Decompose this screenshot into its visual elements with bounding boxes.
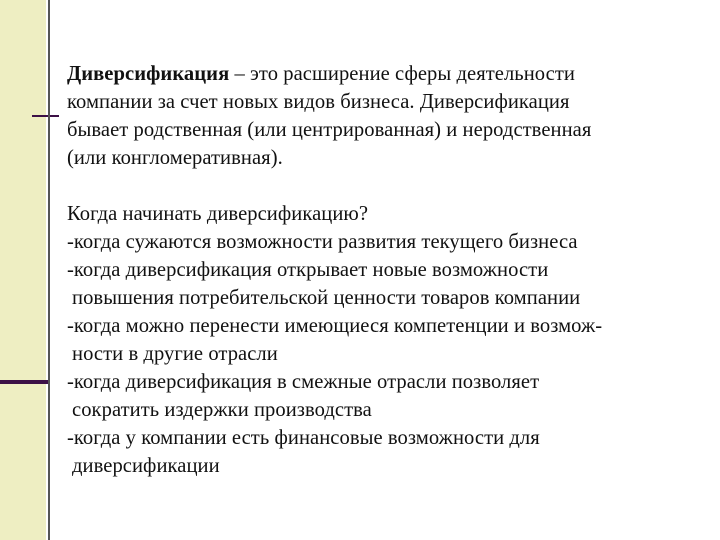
accent-bar [0, 380, 48, 384]
left-decor-panel [0, 0, 46, 540]
definition-line-4: (или конгломеративная). [67, 147, 283, 169]
list-item-continuation: ности в другие отрасли [72, 343, 278, 365]
list-item: -когда диверсификация открывает новые возможности [67, 259, 549, 281]
question-heading: Когда начинать диверсификацию? [67, 203, 369, 225]
definition-line-1-rest: – это расширение сферы деятельности [229, 63, 575, 85]
slide-text-body [67, 60, 717, 480]
list-item-continuation: диверсификации [72, 455, 220, 477]
list-item: -когда можно перенести имеющиеся компетенции и возмож- [67, 315, 603, 337]
list-item: -когда диверсификация в смежные отрасли позволяет [67, 371, 540, 393]
list-item-continuation: повышения потребительской ценности товаров компании [72, 287, 581, 309]
list-item: -когда у компании есть финансовые возможности для [67, 427, 540, 449]
vertical-divider [48, 0, 50, 540]
definition-line-2: компании за счет новых видов бизнеса. Диверсификация [67, 91, 570, 113]
accent-tick [32, 115, 59, 117]
definition-line-1 [67, 60, 717, 88]
list-item: -когда сужаются возможности развития текущего бизнеса [67, 231, 578, 253]
definition-term: Диверсификация [67, 63, 230, 85]
paragraph-gap [67, 172, 717, 200]
definition-line-3: бывает родственная (или центрированная) и неродственная [67, 119, 592, 141]
list-item-continuation: сократить издержки производства [72, 399, 372, 421]
